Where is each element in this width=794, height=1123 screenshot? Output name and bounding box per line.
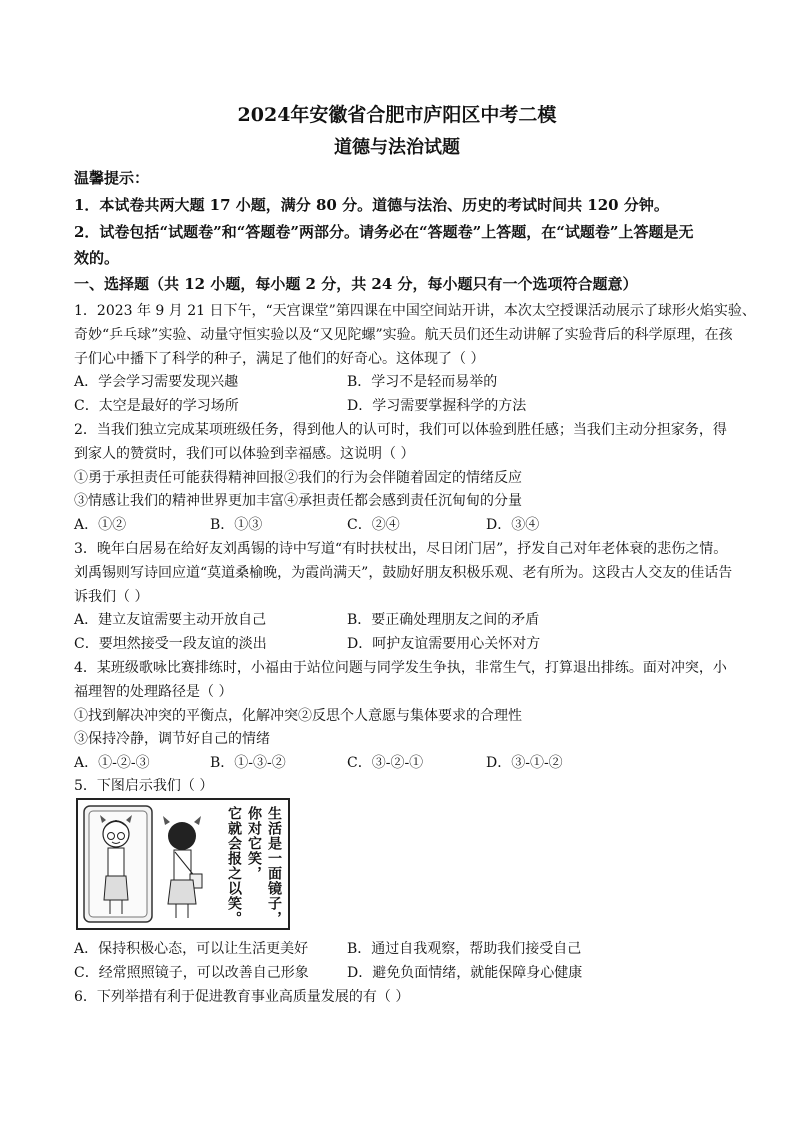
section-heading: 一、选择题（共 12 小题，每小题 2 分，共 24 分，每小题只有一个选项符合题意） — [74, 275, 638, 293]
cartoon-caption-line-2: 你对它笑， — [246, 806, 262, 881]
question-1-line-3: 子们心中播下了科学的种子，满足了他们的好奇心。这体现了（ ） — [74, 351, 485, 367]
cartoon-caption-line-1: 生活是一面镜子， — [266, 806, 282, 926]
question-1-option-b: B．学习不是轻而易举的 — [347, 374, 498, 390]
question-2-line-2: 到家人的赞赏时，我们可以体验到幸福感。这说明（ ） — [74, 446, 415, 462]
notice-item-2-cont: 效的。 — [74, 249, 120, 267]
question-4-option-a: A．①-②-③ — [74, 755, 150, 771]
question-2-option-b: B．①③ — [210, 517, 263, 533]
question-4-statement-1: ①找到解决冲突的平衡点，化解冲突②反思个人意愿与集体要求的合理性 — [74, 708, 522, 724]
question-2-option-c: C．②④ — [347, 517, 400, 533]
notice-item-1: 1．本试卷共两大题 17 小题，满分 80 分。道德与法治、历史的考试时间共 120 分钟。 — [74, 196, 669, 214]
cartoon-figure — [76, 798, 290, 930]
question-5-line-1: 5．下图启示我们（ ） — [74, 778, 214, 794]
question-4-option-c: C．③-②-① — [347, 755, 424, 771]
question-3-option-b: B．要正确处理朋友之间的矛盾 — [347, 612, 540, 628]
page-subtitle: 道德与法治试题 — [334, 137, 460, 158]
question-4-option-b: B．①-③-② — [210, 755, 286, 771]
question-1-line-1: 1．2023 年 9 月 21 日下午，“天宫课堂”第四课在中国空间站开讲，本次太空授课活动展示了球形火焰实验、 — [74, 303, 756, 319]
question-4-line-1: 4．某班级歌咏比赛排练时，小福由于站位问题与同学发生争执，非常生气，打算退出排练。面对冲突，小 — [74, 660, 727, 676]
question-1-option-d: D．学习需要掌握科学的方法 — [347, 398, 527, 414]
mirror-girl-illustration — [80, 800, 230, 928]
question-3-line-3: 诉我们（ ） — [74, 589, 149, 605]
question-5-option-b: B．通过自我观察，帮助我们接受自己 — [347, 941, 582, 957]
question-1-option-a: A．学会学习需要发现兴趣 — [74, 374, 239, 390]
question-2-option-d: D．③④ — [486, 517, 540, 533]
question-4-line-2: 福理智的处理路径是（ ） — [74, 684, 233, 700]
question-5-option-d: D．避免负面情绪，就能保障身心健康 — [347, 965, 583, 981]
page-title: 2024年安徽省合肥市庐阳区中考二模 — [237, 104, 557, 126]
question-2-option-a: A．①② — [74, 517, 127, 533]
question-2-line-1: 2．当我们独立完成某项班级任务，得到他人的认可时，我们可以体验到胜任感；当我们主动分担家务，得 — [74, 422, 727, 438]
question-3-line-1: 3．晚年白居易在给好友刘禹锡的诗中写道“有时扶杖出，尽日闭门居”，抒发自己对年老体衰的悲伤之情。 — [74, 541, 728, 557]
question-1-option-c: C．太空是最好的学习场所 — [74, 398, 239, 414]
notice-item-2: 2．试卷包括“试题卷”和“答题卷”两部分。请务必在“答题卷”上答题，在“试题卷”上答题是无 — [74, 223, 694, 241]
cartoon-caption-line-3: 它就会报之以笑。 — [226, 806, 242, 926]
question-3-option-c: C．要坦然接受一段友谊的淡出 — [74, 636, 267, 652]
question-2-statement-2: ③情感让我们的精神世界更加丰富④承担责任都会感到责任沉甸甸的分量 — [74, 493, 522, 509]
question-4-statement-2: ③保持冷静，调节好自己的情绪 — [74, 731, 270, 747]
question-6-line-1: 6．下列举措有利于促进教育事业高质量发展的有（ ） — [74, 989, 410, 1005]
question-5-option-a: A．保持积极心态，可以让生活更美好 — [74, 941, 309, 957]
notice-heading: 温馨提示： — [74, 169, 150, 187]
question-2-statement-1: ①勇于承担责任可能获得精神回报②我们的行为会伴随着固定的情绪反应 — [74, 470, 522, 486]
question-3-line-2: 刘禹锡则写诗回应道“莫道桑榆晚，为霞尚满天”，鼓励好朋友积极乐观、老有所为。这段古人交友的佳话告 — [74, 565, 733, 581]
question-3-option-a: A．建立友谊需要主动开放自己 — [74, 612, 267, 628]
question-5-option-c: C．经常照照镜子，可以改善自己形象 — [74, 965, 309, 981]
question-3-option-d: D．呵护友谊需要用心关怀对方 — [347, 636, 541, 652]
question-4-option-d: D．③-①-② — [486, 755, 563, 771]
question-1-line-2: 奇妙“乒乓球”实验、动量守恒实验以及“又见陀螺”实验。航天员们还生动讲解了实验背后的科学原理，在孩 — [74, 327, 733, 343]
